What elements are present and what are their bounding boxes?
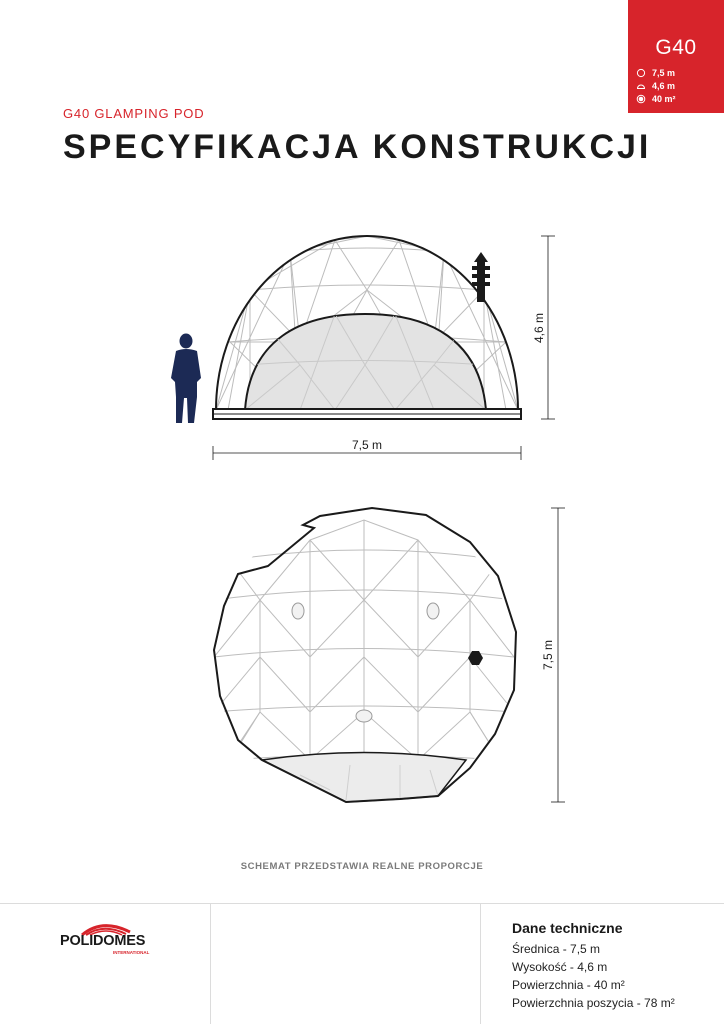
proportions-note: SCHEMAT PRZEDSTAWIA REALNE PROPORCJE [240,861,484,872]
badge-area-value: 40 m² [652,94,676,104]
spec-cover-area: Powierzchnia poszycia - 78 m² [512,996,675,1010]
polidomes-logo [60,920,160,960]
dome-front-view [213,236,521,419]
footer-column-divider [210,904,211,1024]
logo-text: POLIDOMES [60,933,146,949]
badge-diameter-value: 7,5 m [652,68,676,78]
footer-divider [0,903,724,904]
technical-data [512,920,675,1012]
dome-top-view [214,508,516,802]
spec-diameter: Średnica - 7,5 m [512,942,601,956]
page-subtitle: G40 GLAMPING POD [63,106,205,121]
page-title: SPECYFIKACJA KONSTRUKCJI [63,128,652,166]
window-icon [427,603,439,619]
person-silhouette-icon [171,334,201,424]
window-icon [356,710,372,722]
floor-area [262,753,466,803]
footer-column-divider [480,904,481,1024]
spec-area: Powierzchnia - 40 m² [512,978,625,992]
badge-height-value: 4,6 m [652,81,676,91]
top-diameter-label: 7,5 m [541,639,555,671]
window-icon [292,603,304,619]
logo-tagline: INTERNATIONAL [113,950,150,955]
front-width-label: 7,5 m [351,438,383,452]
spec-height: Wysokość - 4,6 m [512,960,608,974]
technical-data-title: Dane techniczne [512,920,623,936]
badge-code: G40 [655,36,697,59]
front-height-label: 4,6 m [532,312,546,344]
